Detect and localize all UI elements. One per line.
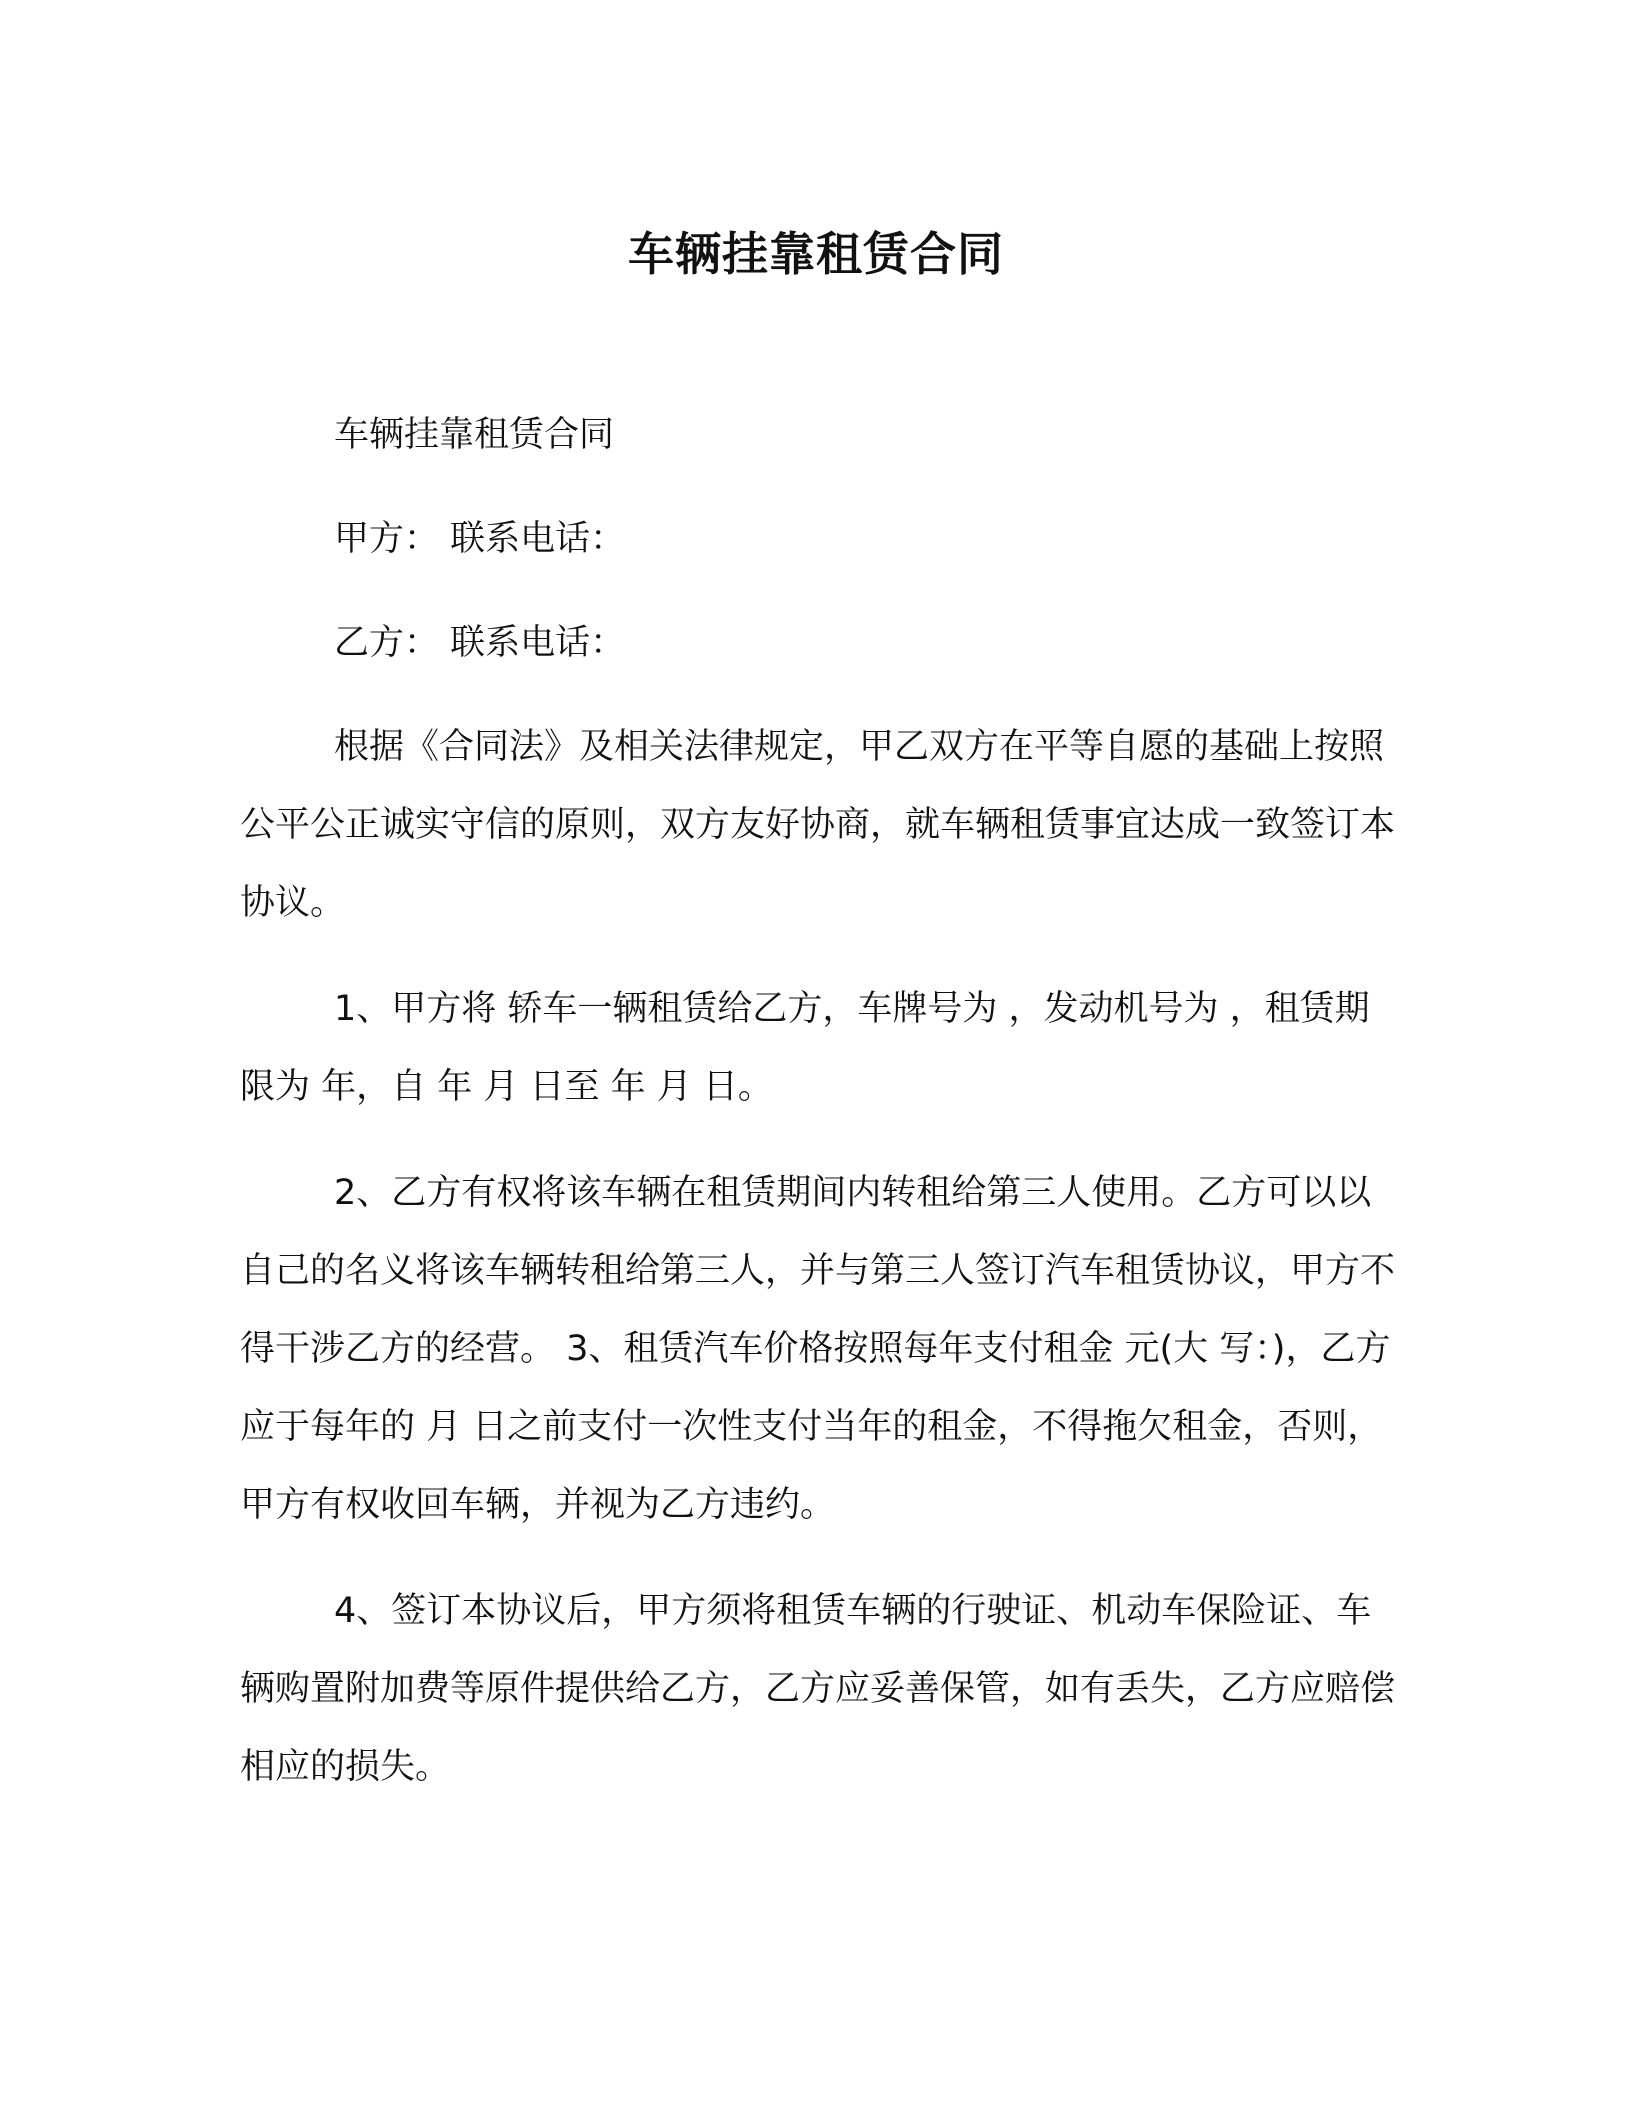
- paragraph-clause-2-3: 2、乙方有权将该车辆在租赁期间内转租给第三人使用。乙方可以以自己的名义将该车辆转租给第三人，并与第三人签订汽车租赁协议，甲方不得干涉乙方的经营。 3、租赁汽车价格按照每年支付租金 元(大 写：)，乙方应于每年的 月 日之前支付一次性支付当年的租金，不得拖欠租金，否则，甲方有权收回车辆，并视为乙方违约。: [240, 1173, 1396, 1525]
- paragraph-preamble: 根据《合同法》及相关法律规定，甲乙双方在平等自愿的基础上按照公平公正诚实守信的原则，双方友好协商，就车辆租赁事宜达成一致签订本协议。: [240, 727, 1396, 923]
- paragraph-clause-4: 4、签订本协议后，甲方须将租赁车辆的行驶证、机动车保险证、车辆购置附加费等原件提供给乙方，乙方应妥善保管，如有丢失，乙方应赔偿相应的损失。: [240, 1591, 1396, 1787]
- party-b-line: 乙方： 联系电话：: [334, 623, 626, 663]
- party-a-line: 甲方： 联系电话：: [334, 519, 626, 559]
- document-body: [240, 396, 1400, 1834]
- paragraph-clause-1: 1、甲方将 轿车一辆租赁给乙方，车牌号为 ，发动机号为 ，租赁期限为 年，自 年 月 日至 年 月 日。: [240, 989, 1370, 1107]
- document-title: 车辆挂靠租赁合同: [628, 227, 1004, 281]
- document-subtitle: 车辆挂靠租赁合同: [334, 415, 615, 455]
